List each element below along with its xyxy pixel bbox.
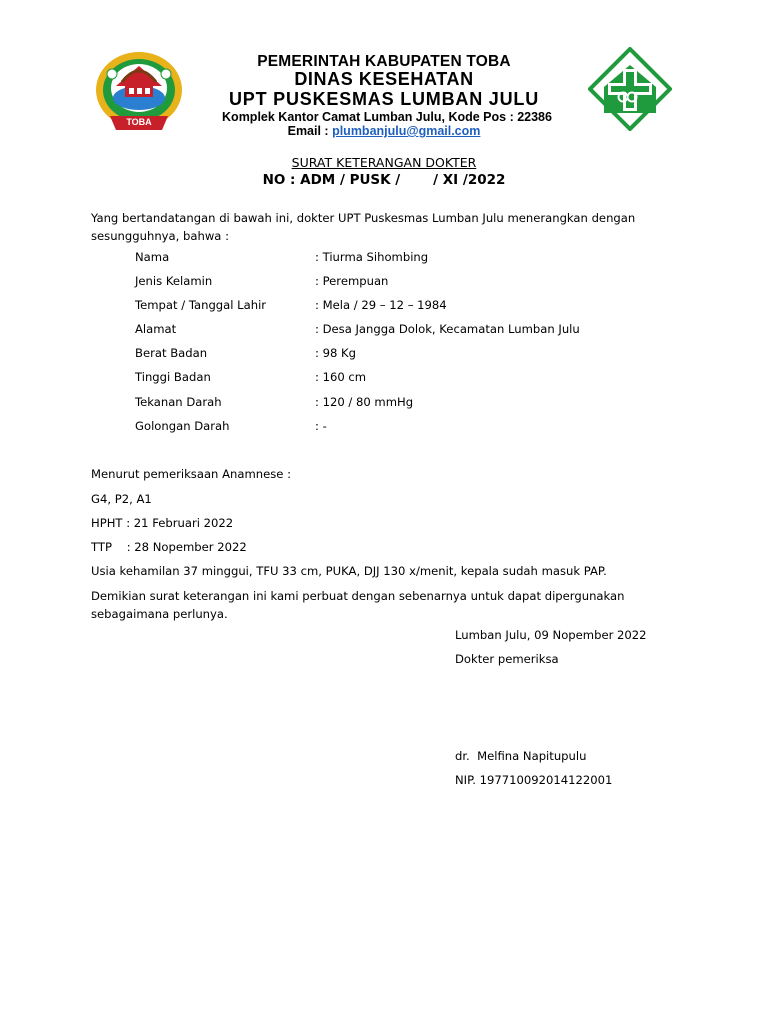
document-title: SURAT KETERANGAN DOKTER (291, 155, 477, 170)
toba-logo-text: TOBA (126, 117, 152, 127)
field-value-berat-badan: : 98 Kg (315, 346, 356, 360)
field-label-tinggi-badan: Tinggi Badan (135, 370, 211, 384)
kop-institution: UPT PUSKESMAS LUMBAN JULU (228, 89, 539, 109)
field-value-alamat: : Desa Jangga Dolok, Kecamatan Lumban Julu (315, 322, 580, 336)
email-label: Email : (287, 124, 333, 138)
kop-email-line (0, 124, 768, 138)
field-value-tinggi-badan: : 160 cm (315, 370, 367, 384)
exam-findings: Usia kehamilan 37 minggui, TFU 33 cm, PUKA, DJJ 130 x/menit, kepala sudah masuk PAP. (91, 564, 607, 578)
signature-place-date: Lumban Julu, 09 Nopember 2022 (455, 628, 647, 642)
field-value-golongan-darah: : - (315, 419, 327, 433)
field-label-golongan-darah: Golongan Darah (135, 419, 230, 433)
closing-paragraph: Demikian surat keterangan ini kami perbuat dengan sebenarnya untuk dapat dipergunakan sebagaimana perlunya. (91, 589, 625, 621)
kop-address: Komplek Kantor Camat Lumban Julu, Kode Pos : 22386 (222, 110, 552, 124)
exam-ttp: TTP : 28 Nopember 2022 (91, 540, 247, 554)
field-label-tekanan-darah: Tekanan Darah (135, 395, 222, 409)
exam-heading: Menurut pemeriksaan Anamnese : (91, 467, 292, 481)
exam-hpht: HPHT : 21 Februari 2022 (91, 516, 234, 530)
document-number: NO : ADM / PUSK / / XI /2022 (262, 172, 506, 188)
field-label-nama: Nama (135, 250, 170, 264)
field-value-tekanan-darah: : 120 / 80 mmHg (315, 395, 414, 409)
email-link[interactable]: plumbanjulu@gmail.com (332, 124, 481, 138)
field-label-ttl: Tempat / Tanggal Lahir (135, 298, 267, 312)
intro-paragraph: Yang bertandatangan di bawah ini, dokter UPT Puskesmas Lumban Julu menerangkan dengan sesungguhnya, bahwa : (91, 211, 636, 243)
field-value-ttl: : Mela / 29 – 12 – 1984 (315, 298, 447, 312)
signature-role: Dokter pemeriksa (455, 652, 559, 666)
field-value-nama: : Tiurma Sihombing (315, 250, 429, 264)
field-value-jenis-kelamin: : Perempuan (315, 274, 389, 288)
field-label-alamat: Alamat (135, 322, 177, 336)
exam-gpa: G4, P2, A1 (91, 492, 152, 506)
field-label-jenis-kelamin: Jenis Kelamin (135, 274, 213, 288)
signature-name: dr. Melfina Napitupulu (455, 749, 587, 763)
kop-government: PEMERINTAH KABUPATEN TOBA (257, 53, 511, 70)
field-label-berat-badan: Berat Badan (135, 346, 208, 360)
signature-nip: NIP. 197710092014122001 (455, 773, 613, 787)
kop-department: DINAS KESEHATAN (294, 69, 474, 89)
